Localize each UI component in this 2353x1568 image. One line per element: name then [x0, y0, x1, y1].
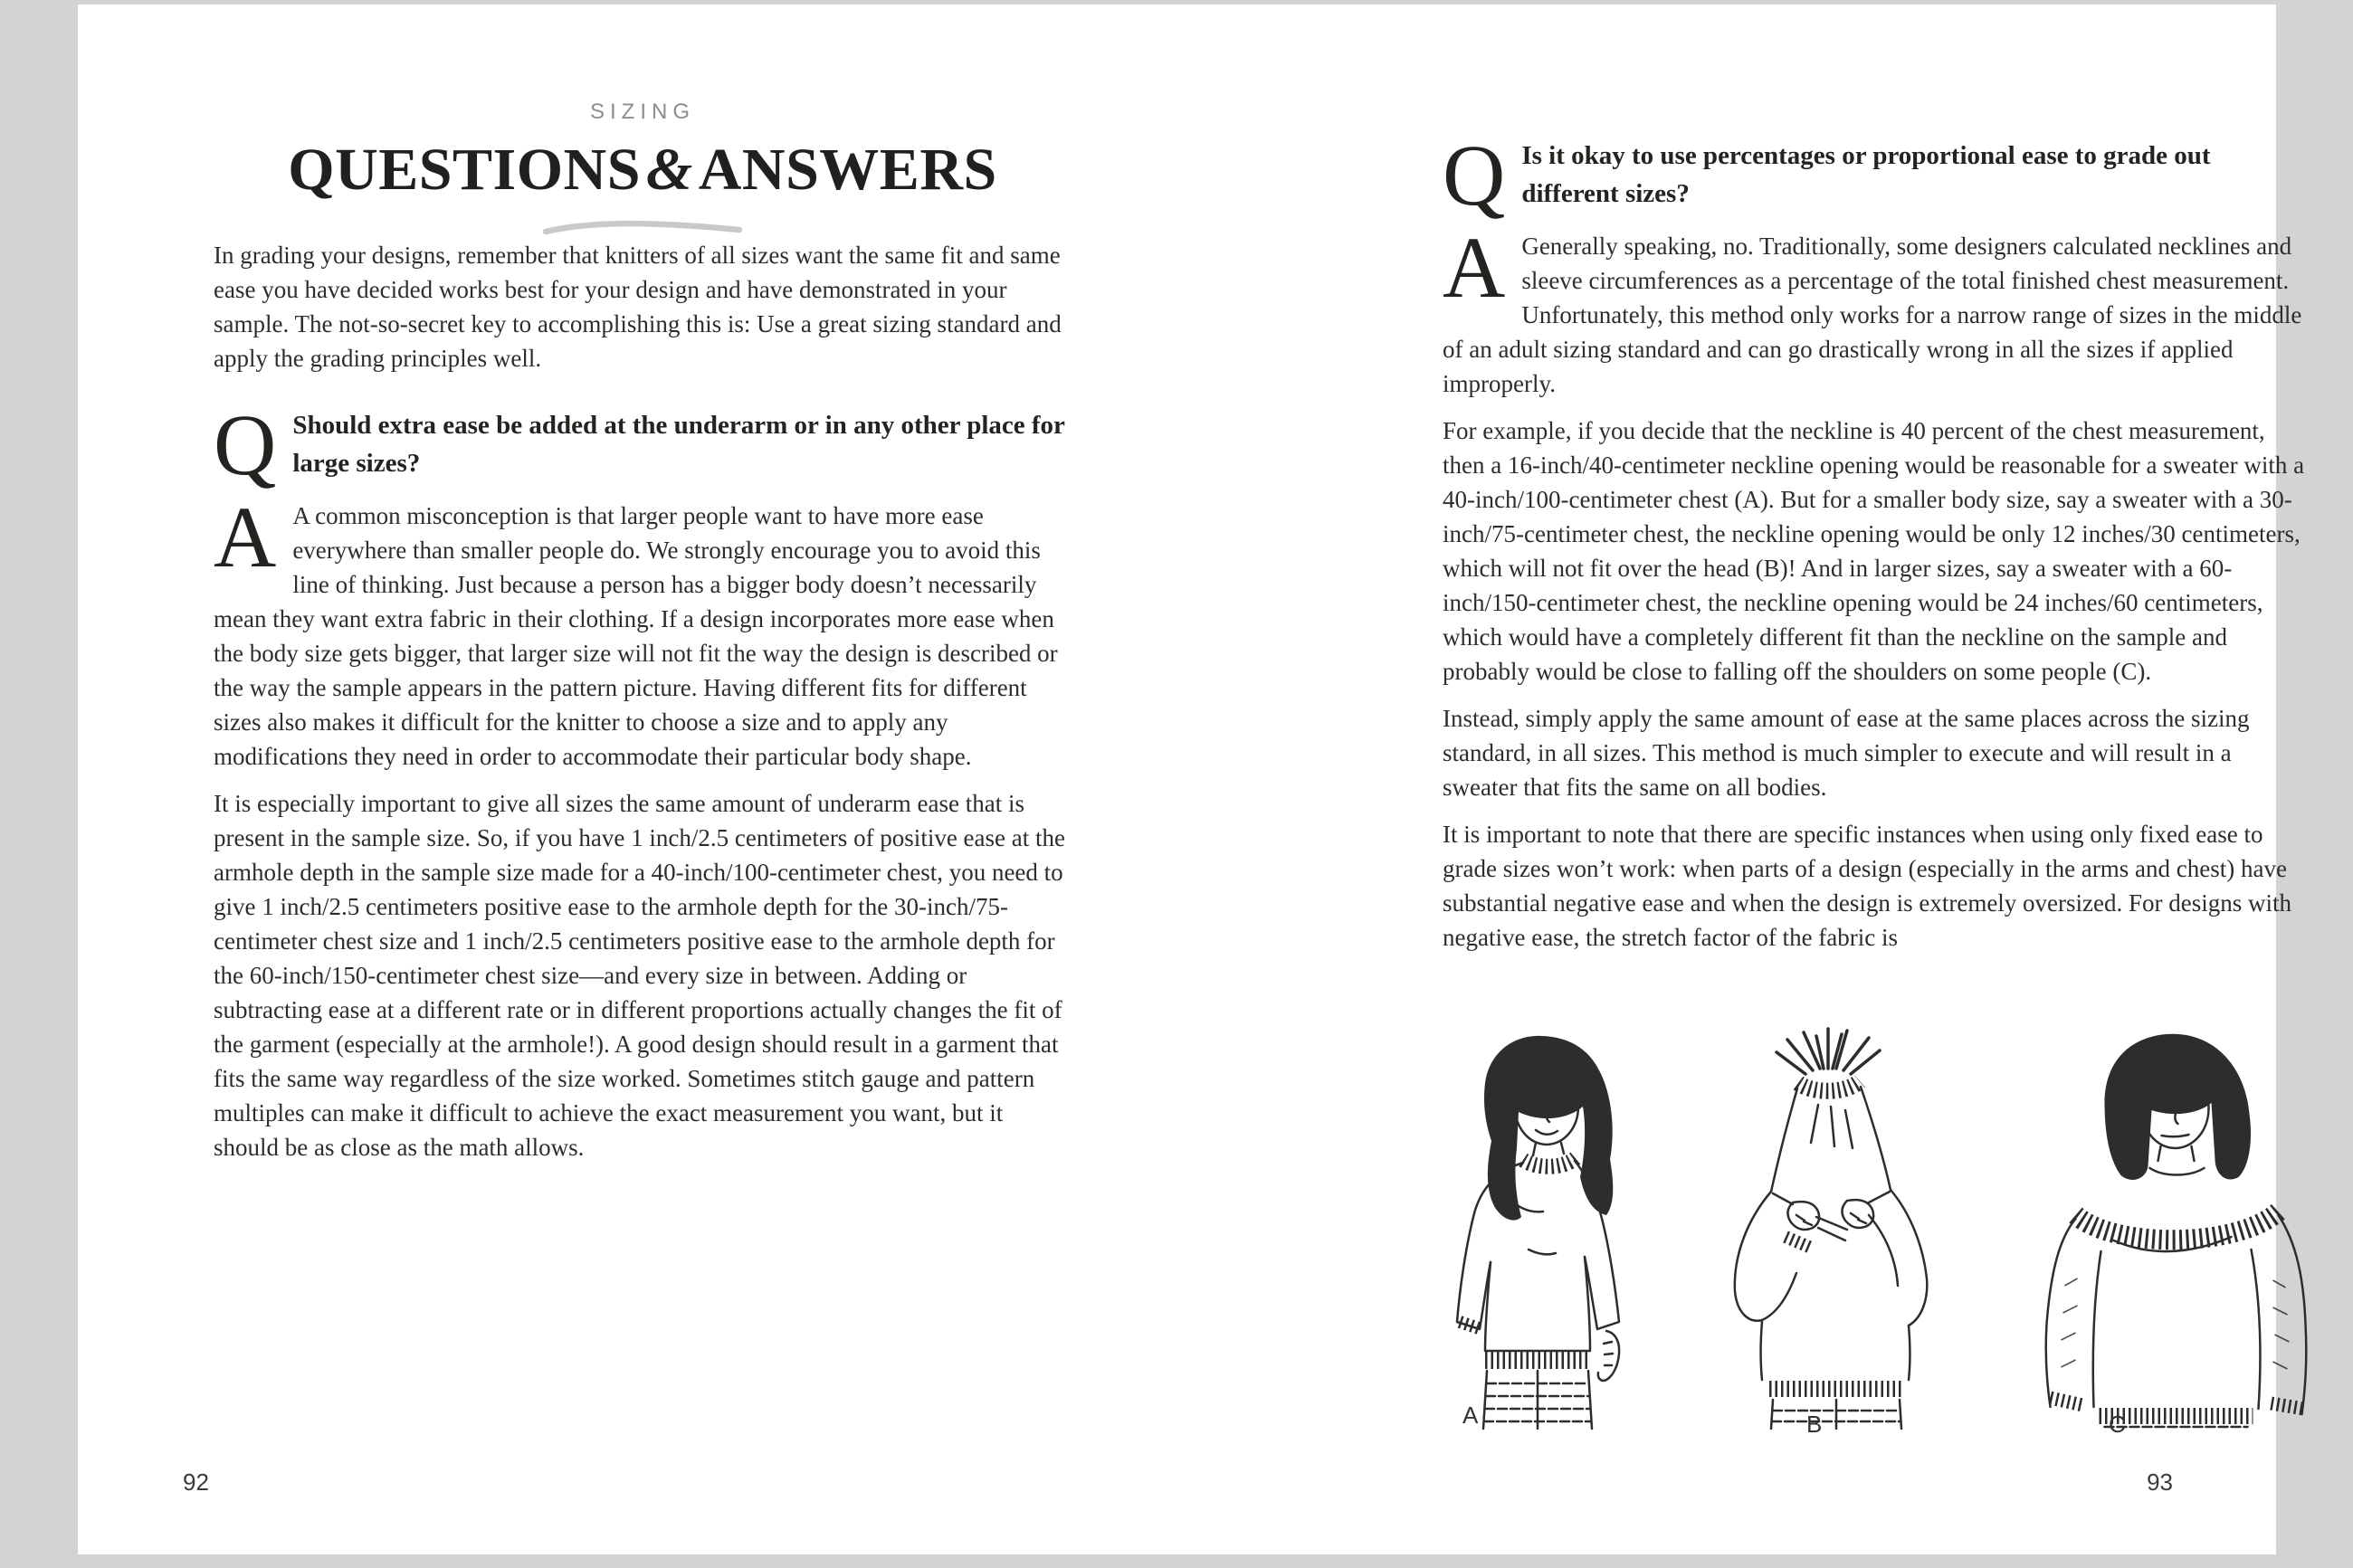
answer-paragraph-text: Generally speaking, no. Traditionally, some designers calculated necklines and sleeve circumferences as a percentage of the total finished chest measurement. Unfortunately, this method only works for a narrow range of sizes in the middle of an adult sizing standard and can go drastically wrong in all the sizes if applied improperly.: [1443, 233, 2302, 397]
right-page-column: [1443, 127, 2310, 955]
page-number-left: 92: [183, 1468, 209, 1496]
answer-paragraph: It is important to note that there are specific instances when using only fixed ease to grade sizes won’t work: when parts of a design (especially in the arms and chest) have substantial negative ease and when the design is extremely oversized. For designs with negative ease, the stretch factor of the fabric is: [1443, 821, 2292, 951]
answer-block: [1443, 219, 2310, 955]
question-dropcap: Q: [214, 396, 277, 493]
answer-paragraph: [1443, 219, 2310, 401]
chapter-kicker: SIZING: [589, 100, 695, 124]
figure-a-sweater-fits-illustration: [1428, 1023, 1656, 1452]
page-title: [214, 137, 1072, 204]
swoosh-divider: [214, 218, 1072, 238]
page-title-word-left: QUESTIONS: [288, 137, 641, 203]
left-page-column: [214, 99, 1072, 1164]
question-text: Should extra ease be added at the underarm or in any other place for large sizes?: [292, 411, 1065, 478]
figure-b-sweater-stuck-over-head-illustration: [1709, 1023, 1946, 1452]
question-block: [1443, 127, 2310, 223]
figure-label: B: [1806, 1411, 1823, 1438]
question-block: [214, 396, 1072, 493]
answer-dropcap: A: [214, 489, 277, 585]
title-ampersand: &: [645, 137, 693, 203]
answer-paragraph: For example, if you decide that the neckline is 40 percent of the chest measurement, then a 16-inch/40-centimeter neckline opening would be reasonable for a sweater with a 40-inch/100-centimeter chest (A). But for a smaller body size, say a sweater with a 30-inch/75-centimeter chest, the neckline opening would be only 12 inches/30 centimeters, which will not fit over the head (B)! And in larger sizes, say a sweater with a 60-inch/150-centimeter chest, the neckline opening would be 24 inches/60 centimeters, which would have a completely different fit than the neckline on the sample and probably would be close to falling off the shoulders on some people (C).: [1443, 417, 2305, 685]
intro-paragraph: In grading your designs, remember that knitters of all sizes want the same fit and same ease you have decided works best for your design and have demonstrated in your sample. The not-so-secret key to accomplishing this is: Use a great sizing standard and apply the grading principles well.: [214, 242, 1062, 372]
page-number-right: 93: [2147, 1468, 2173, 1496]
answer-paragraph: [214, 489, 1072, 774]
answer-paragraph: It is especially important to give all sizes the same amount of underarm ease that is present in the sample size. So, if you have 1 inch/2.5 centimeters of positive ease at the armhole depth in the sample size made for a 40-inch/100-centimeter chest, you need to give 1 inch/2.5 centimeters positive ease to the armhole depth for the 30-inch/75-centimeter chest size and 1 inch/2.5 centimeters positive ease to the armhole depth for the 60-inch/150-centimeter chest size—and every size in between. Adding or subtracting ease at a different rate or in different proportions actually changes the fit of the garment (especially at the armhole!). A good design should result in a garment that fits the same way regardless of the size worked. Sometimes stitch gauge and pattern multiples can make it difficult to achieve the exact measurement you want, but it should be as close as the math allows.: [214, 790, 1065, 1161]
question-text: Is it okay to use percentages or proportional ease to grade out different sizes?: [1521, 141, 2211, 208]
open-book-page-spread: [78, 5, 2305, 1554]
answer-block: [214, 489, 1072, 1164]
figure-label: A: [1462, 1402, 1479, 1429]
page-title-word-right: ANSWERS: [698, 137, 997, 203]
question-dropcap: Q: [1443, 127, 1506, 223]
answer-paragraph: Instead, simply apply the same amount of ease at the same places across the sizing standard, in all sizes. This method is much simpler to execute and will result in a sweater that fits the same on all bodies.: [1443, 705, 2250, 801]
answer-paragraph-text: A common misconception is that larger people want to have more ease everywhere than smaller people do. We strongly encourage you to avoid this line of thinking. Just because a person has a bigger body doesn’t necessarily mean they want extra fabric in their clothing. If a design incorporates more ease when the body size gets bigger, that larger size will not fit the way the design is described or the way the sample appears in the pattern picture. Having different fits for different sizes also makes it difficult for the knitter to choose a size and to apply any modifications they need in order to accommodate their particular body shape.: [214, 502, 1058, 770]
answer-dropcap: A: [1443, 219, 1506, 316]
figure-c-neckline-falling-off-shoulders-illustration: [2013, 1023, 2328, 1452]
figure-label: C: [2109, 1411, 2126, 1438]
chapter-header: [214, 99, 1072, 238]
